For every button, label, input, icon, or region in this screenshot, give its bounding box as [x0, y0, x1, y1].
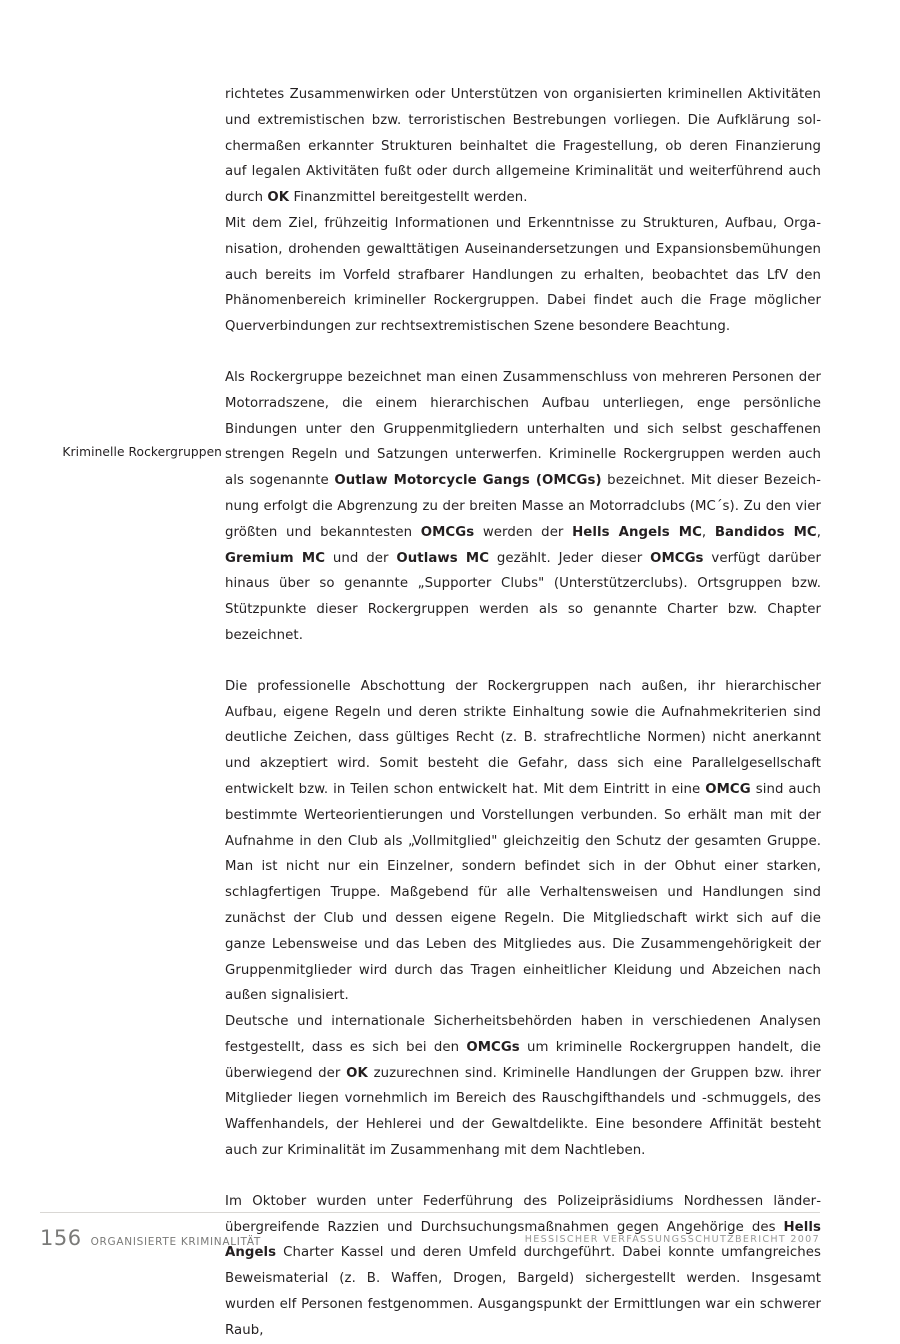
paragraph: Deutsche und internationale Sicherheitsbehörden haben in verschiedenen Analysen festgestellt, dass es sich bei den OMCGs um kriminelle Rockergruppen handelt, die überwiegend der OK zuzurechnen sind. Kriminelle Handlungen der Gruppen bzw. ihrer Mitglieder liegen vornehmlich im Bereich des Rauschgifthandels und -schmuggels, des Waffenhandels, der Hehlerei und der Gewaltdelikte. Eine besondere Affinität besteht auch zur Kriminalität im Zusammenhang mit dem Nachtleben. [225, 1014, 821, 1159]
folio [40, 1226, 261, 1250]
paragraph: Mit dem Ziel, frühzeitig Informationen und Erkenntnisse zu Strukturen, Aufbau, Organisation, drohenden gewalttätigen Auseinandersetzungen und Expansionsbemühungen auch bereits im Vorfeld strafbarer Handlungen zu erhalten, beobachtet das LfV den Phänomenbereich krimineller Rockergruppen. Dabei findet auch die Frage möglicher Querverbindungen zur rechtsextremistischen Szene besondere Beachtung. [225, 215, 821, 335]
report-title: HESSISCHER VERFASSUNGSSCHUTZBERICHT 2007 [524, 1234, 820, 1245]
section-label: ORGANISIERTE KRIMINALITÄT [90, 1236, 262, 1248]
paragraph: Die professionelle Abschottung der Rockergruppen nach außen, ihr hierarchischer Aufbau, eigene Regeln und deren strikte Einhaltung sowie die Aufnahmekriterien sind deutliche Zeichen, dass gültiges Recht (z. B. strafrechtliche Normen) nicht anerkannt und akzeptiert wird. Somit besteht die Gefahr, dass sich eine Parallelgesellschaft entwickelt bzw. in Teilen schon entwickelt hat. Mit dem Eintritt in eine OMCG sind auch bestimmte Werteorientierungen und Vorstellungen verbunden. So erhält man mit der Aufnahme in den Club als „Vollmitglied" gleichzeitig den Schutz der gesamten Gruppe. Man ist nicht nur ein Einzelner, sondern befindet sich in der Obhut einer starken, schlagfertigen Truppe. Maßgebend für alle Verhaltensweisen und Handlungen sind zunächst der Club und dessen eigene Regeln. Die Mitgliedschaft wirkt sich auf die ganze Lebensweise und das Leben des Mitgliedes aus. Die Zusammengehörigkeit der Gruppenmitglieder wird durch das Tragen einheitlicher Kleidung und Abzeichen nach außen signalisiert. [225, 678, 821, 1004]
paragraph: richtetes Zusammenwirken oder Unterstützen von organisierten kriminellen Aktivitäten und extremistischen bzw. terroristischen Bestrebungen vorliegen. Die Aufklärung solchermaßen erkannter Strukturen beinhaltet die Fragestellung, ob deren Finanzierung auf legalen Aktivitäten fußt oder durch allgemeine Kriminalität und weiterführend auch durch OK Finanzmittel bereitgestellt werden. [225, 87, 821, 206]
footer-divider [40, 1212, 820, 1213]
paragraph: Als Rockergruppe bezeichnet man einen Zusammenschluss von mehreren Personen der Motorradszene, die einem hierarchischen Aufbau unterliegen, enge persönliche Bindungen unter den Gruppenmitgliedern unterhalten und sich selbst geschaffenen strengen Regeln und Satzungen unterwerfen. Kriminelle Rockergruppen werden auch als sogenannte Outlaw Motorcycle Gangs (OMCGs) bezeichnet. Mit dieser Bezeichnung erfolgt die Abgrenzung zu der breiten Masse an Motorradclubs (MC´s). Zu den vier größten und bekanntesten OMCGs werden der Hells Angels MC, Bandidos MC, Gremium MC und der Outlaws MC gezählt. Jeder dieser OMCGs verfügt darüber hinaus über so genannte „Supporter Clubs" (Unterstützerclubs). Ortsgruppen bzw. Stützpunkte dieser Rockergruppen werden als so genannte Charter bzw. Chapter bezeichnet. [225, 369, 822, 643]
page-footer [0, 1212, 900, 1272]
body-text-column [225, 82, 821, 1344]
paragraph: Im Oktober wurden unter Federführung des Polizeipräsidiums Nordhessen länderübergreifende Razzien und Durchsuchungsmaßnahmen gegen Angehörige des Hells Angels Charter Kassel und deren Umfeld durchgeführt. Dabei konnte umfangreiches Beweismaterial (z. B. Waffen, Drogen, Bargeld) sichergestellt werden. Insgesamt wurden elf Personen festgenommen. Ausgangspunkt der Ermittlungen war ein schwerer Raub, [225, 1193, 821, 1338]
margin-note: Kriminelle Rockergruppen [62, 445, 222, 459]
page-number: 156 [40, 1226, 82, 1250]
